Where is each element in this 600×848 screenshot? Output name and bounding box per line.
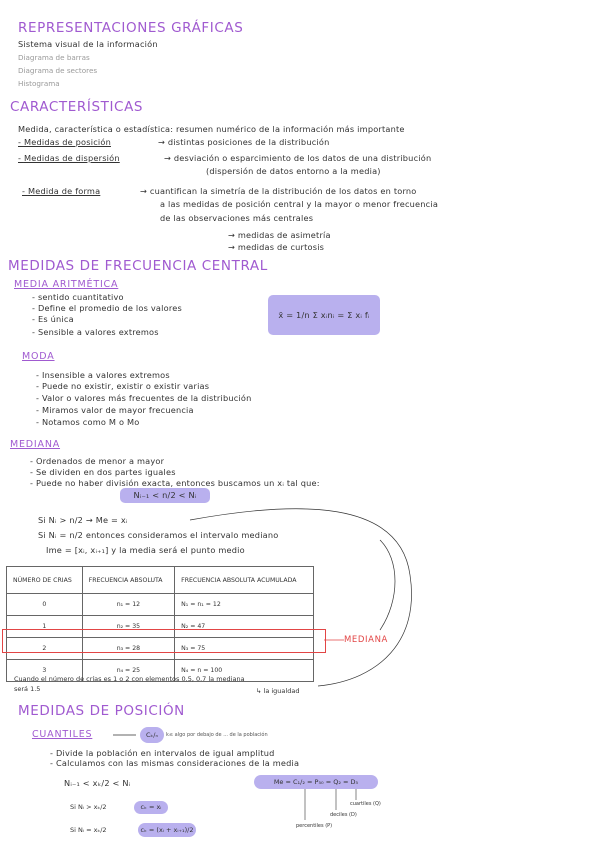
- quartile-equivalence: Me = C₁/₂ = P₅₀ = Q₂ = D₅: [254, 775, 378, 789]
- table-cell: n₃ = 28: [82, 638, 174, 660]
- dispersion-text2: (dispersión de datos entorno a la media): [206, 166, 381, 176]
- subheading-moda: MODA: [22, 351, 55, 362]
- mediana-item: - Se dividen en dos partes iguales: [30, 467, 176, 477]
- table-cell: N₃ = 75: [175, 638, 314, 660]
- posicion-label: - Medidas de posición: [18, 137, 111, 147]
- media-item: - Sensible a valores extremos: [32, 327, 159, 337]
- moda-item: - Notamos como M o Mo: [36, 417, 140, 427]
- posicion-item: - Calculamos con las mismas consideraciones de la media: [50, 758, 300, 768]
- table-cell: 3: [7, 660, 83, 682]
- section-heading-caracteristicas: CARACTERÍSTICAS: [10, 99, 144, 115]
- media-formula: x̄ = 1/n Σ xᵢnᵢ = Σ xᵢ fᵢ: [268, 295, 380, 335]
- arrow-curve: [190, 509, 412, 686]
- mediana-note: Cuando el número de crías es 1 o 2 con elementos 0.5, 0.7 la mediana: [14, 675, 245, 683]
- forma-text: → cuantifican la simetría de la distribución de los datos en torno: [140, 186, 417, 196]
- intro-item: Histograma: [18, 79, 60, 88]
- page-title: REPRESENTACIONES GRÁFICAS: [18, 20, 244, 36]
- mediana-rule: Si Nᵢ = n/2 entonces consideramos el intervalo mediano: [38, 530, 279, 540]
- posicion-eq: Si Nᵢ > xₖ/2: [70, 803, 107, 811]
- mediana-note: será 1.5: [14, 685, 41, 693]
- subheading-cuantiles: CUANTILES: [32, 729, 93, 740]
- table-cell: N₄ = n = 100: [175, 660, 314, 682]
- forma-sub: → medidas de asimetría: [228, 230, 331, 240]
- subheading-mediana: MEDIANA: [10, 439, 61, 450]
- cuantiles-symbol: Cₖ/ₙ: [140, 727, 164, 743]
- annotation-percentiles: percentiles (P): [296, 823, 333, 829]
- mediana-note: ↳ la igualdad: [256, 687, 300, 695]
- table-header: FRECUENCIA ABSOLUTA ACUMULADA: [175, 567, 314, 594]
- mediana-item: - Ordenados de menor a mayor: [30, 456, 165, 466]
- mediana-rule: Ime = [xᵢ, xᵢ₊₁] y la media será el punto medio: [46, 545, 245, 555]
- media-item: - Es única: [32, 314, 74, 324]
- posicion-eq-result: cₖ = (xᵢ + xᵢ₊₁)/2: [138, 823, 196, 837]
- cuantiles-note: k≤ algo por debajo de ... de la población: [166, 732, 268, 738]
- posicion-eq: Nᵢ₋₁ < xₖ/2 < Nᵢ: [64, 778, 131, 788]
- posicion-text: → distintas posiciones de la distribución: [158, 137, 330, 147]
- mediana-rule: Si Nᵢ > n/2 → Me = xᵢ: [38, 515, 128, 525]
- moda-item: - Valor o valores más frecuentes de la distribución: [36, 393, 252, 403]
- table-header: NÚMERO DE CRIAS: [7, 567, 83, 594]
- forma-label: - Medida de forma: [22, 186, 101, 196]
- dispersion-label: - Medidas de dispersión: [18, 153, 120, 163]
- forma-text: de las observaciones más centrales: [160, 213, 314, 223]
- moda-item: - Puede no existir, existir o existir varias: [36, 381, 210, 391]
- annotation-cuartiles: cuartiles (Q): [350, 801, 381, 807]
- arrow-curve: [380, 540, 395, 630]
- forma-sub: → medidas de curtosis: [228, 242, 325, 252]
- table-cell: n₂ = 35: [82, 616, 174, 638]
- table-cell: 0: [7, 594, 83, 616]
- posicion-eq-result: cₖ = xᵢ: [134, 801, 168, 814]
- section-heading-central: MEDIDAS DE FRECUENCIA CENTRAL: [8, 258, 268, 274]
- table-cell: n₁ = 12: [82, 594, 174, 616]
- table-cell: N₁ = n₁ = 12: [175, 594, 314, 616]
- median-label: MEDIANA: [344, 635, 388, 645]
- table-cell: N₂ = 47: [175, 616, 314, 638]
- media-item: - sentido cuantitativo: [32, 292, 124, 302]
- dispersion-text: → desviación o esparcimiento de los datos de una distribución: [164, 153, 432, 163]
- mediana-condition: Nᵢ₋₁ < n/2 < Nᵢ: [120, 488, 210, 503]
- table-cell: 2: [7, 638, 83, 660]
- table-cell: 1: [7, 616, 83, 638]
- table-header: FRECUENCIA ABSOLUTA: [82, 567, 174, 594]
- subheading-media: MEDIA ARITMÉTICA: [14, 279, 119, 290]
- posicion-item: - Divide la población en intervalos de igual amplitud: [50, 748, 275, 758]
- intro-item: Diagrama de sectores: [18, 66, 98, 75]
- posicion-eq: Si Nᵢ = xₖ/2: [70, 826, 107, 834]
- forma-text: a las medidas de posición central y la mayor o menor frecuencia: [160, 199, 439, 209]
- moda-item: - Insensible a valores extremos: [36, 370, 170, 380]
- section-heading-posicion: MEDIDAS DE POSICIÓN: [18, 703, 185, 719]
- annotation-deciles: deciles (D): [330, 812, 357, 818]
- moda-item: - Miramos valor de mayor frecuencia: [36, 405, 194, 415]
- definition-text: Medida, característica o estadística: resumen numérico de la información más importante: [18, 124, 405, 134]
- mediana-item: - Puede no haber división exacta, entonces buscamos un xᵢ tal que:: [30, 478, 320, 488]
- intro-line: Sistema visual de la información: [18, 39, 158, 49]
- table-cell: n₄ = 25: [82, 660, 174, 682]
- media-item: - Define el promedio de los valores: [32, 303, 182, 313]
- intro-item: Diagrama de barras: [18, 53, 90, 62]
